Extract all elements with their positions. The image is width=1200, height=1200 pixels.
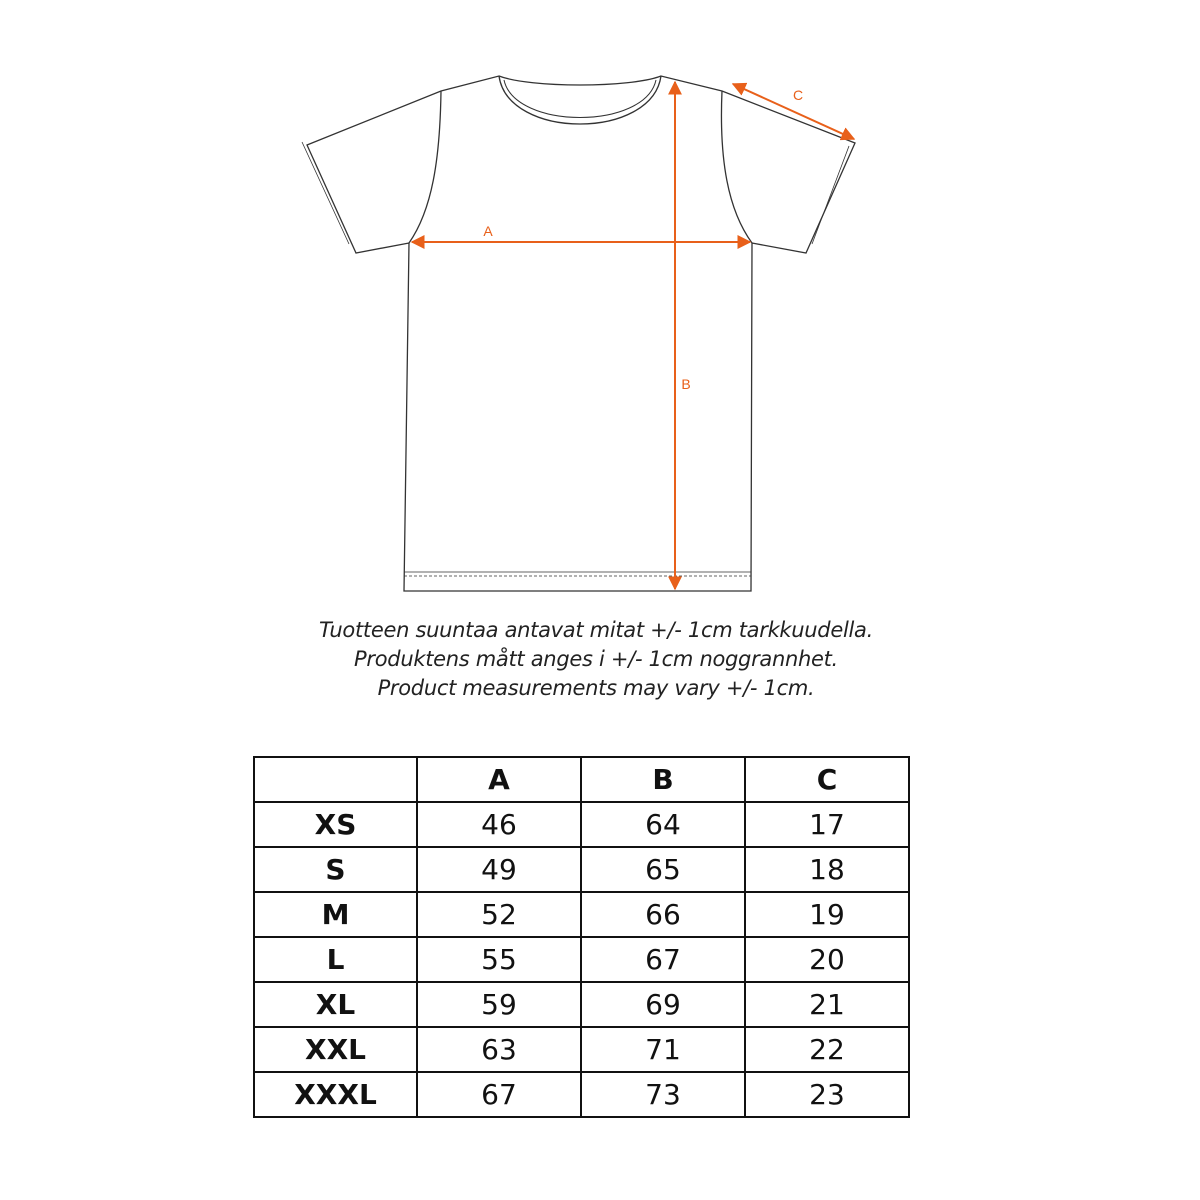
table-row <box>254 982 909 1027</box>
label-c: C <box>792 87 804 103</box>
label-b: B <box>681 376 691 392</box>
value-c: 18 <box>745 847 909 892</box>
note-swedish: Produktens mått anges i +/- 1cm noggrannhet. <box>354 647 838 671</box>
value-b: 73 <box>581 1072 745 1117</box>
size-cell: M <box>254 892 417 937</box>
measure-arrow-c <box>733 84 854 139</box>
value-c: 20 <box>745 937 909 982</box>
value-b: 69 <box>581 982 745 1027</box>
size-cell: S <box>254 847 417 892</box>
measure-arrow-a <box>412 223 750 242</box>
measurement-notes <box>0 616 1192 703</box>
table-row <box>254 892 909 937</box>
header-b: B <box>581 757 745 802</box>
label-a: A <box>483 223 493 239</box>
value-b: 71 <box>581 1027 745 1072</box>
header-size <box>254 757 417 802</box>
value-b: 65 <box>581 847 745 892</box>
table-row <box>254 1072 909 1117</box>
table-row <box>254 1027 909 1072</box>
value-a: 59 <box>417 982 581 1027</box>
value-b: 67 <box>581 937 745 982</box>
table-row <box>254 847 909 892</box>
value-c: 22 <box>745 1027 909 1072</box>
size-cell: XXL <box>254 1027 417 1072</box>
value-a: 49 <box>417 847 581 892</box>
size-cell: XL <box>254 982 417 1027</box>
value-c: 23 <box>745 1072 909 1117</box>
size-cell: XS <box>254 802 417 847</box>
value-c: 17 <box>745 802 909 847</box>
value-c: 21 <box>745 982 909 1027</box>
value-c: 19 <box>745 892 909 937</box>
header-c: C <box>745 757 909 802</box>
tshirt-outline <box>302 76 855 591</box>
table-header-row <box>254 757 909 802</box>
size-chart-table <box>253 756 910 1118</box>
value-b: 66 <box>581 892 745 937</box>
table-row <box>254 802 909 847</box>
measure-arrow-b <box>675 82 691 589</box>
note-finnish: Tuotteen suuntaa antavat mitat +/- 1cm tarkkuudella. <box>319 618 873 642</box>
size-cell: XXXL <box>254 1072 417 1117</box>
header-a: A <box>417 757 581 802</box>
size-cell: L <box>254 937 417 982</box>
value-a: 67 <box>417 1072 581 1117</box>
value-a: 55 <box>417 937 581 982</box>
value-a: 52 <box>417 892 581 937</box>
note-english: Product measurements may vary +/- 1cm. <box>377 676 815 700</box>
value-b: 64 <box>581 802 745 847</box>
table-row <box>254 937 909 982</box>
value-a: 46 <box>417 802 581 847</box>
value-a: 63 <box>417 1027 581 1072</box>
